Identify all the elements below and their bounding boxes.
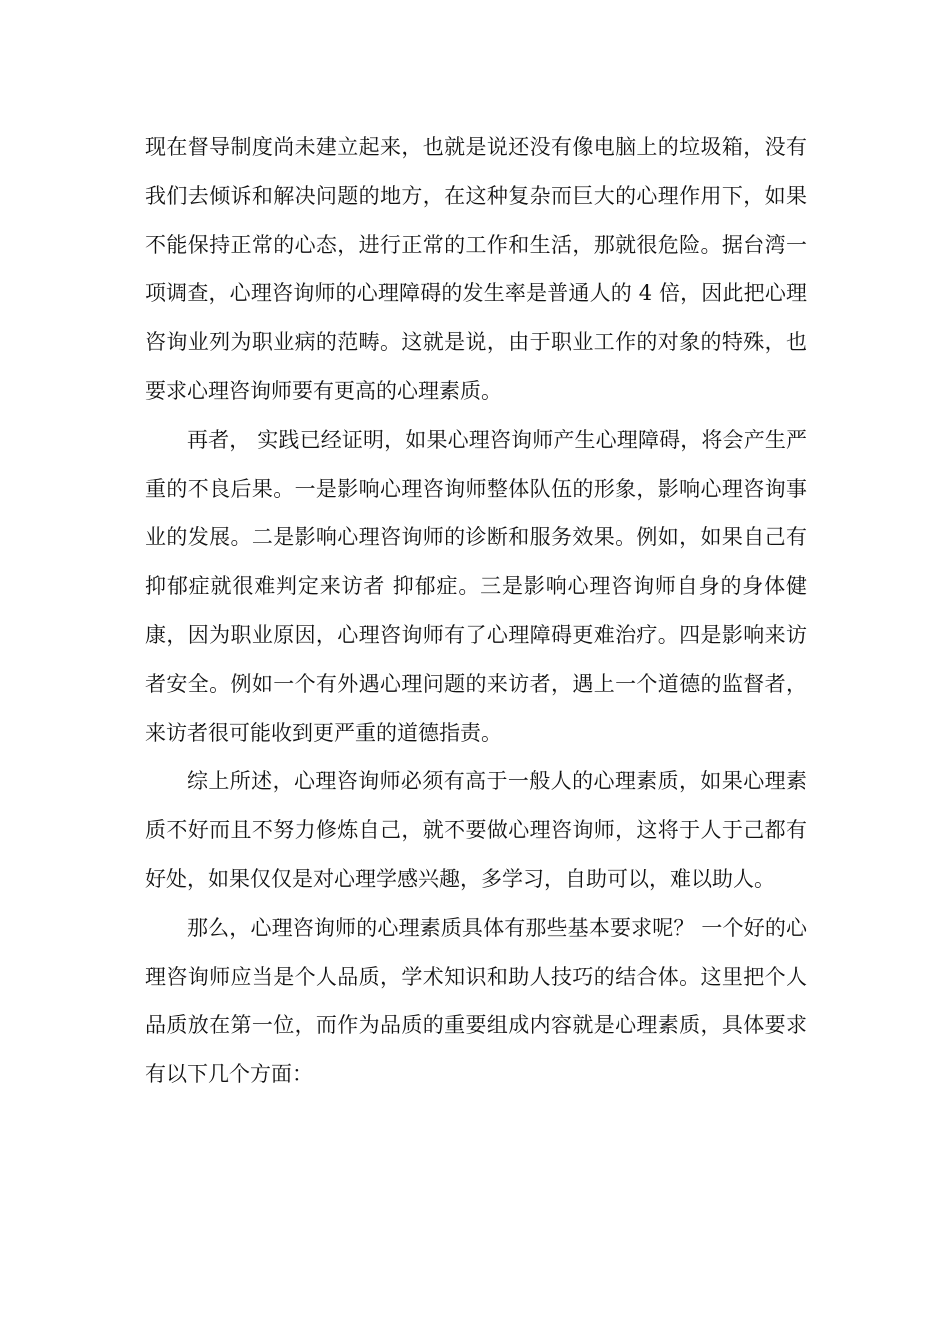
paragraph-supervision: 现在督导制度尚未建立起来，也就是说还没有像电脑上的垃圾箱，没有我们去倾诉和解决问题的地方，在这种复杂而巨大的心理作用下，如果不能保持正常的心态，进行正常的工作和生活，那就很危险。据台湾一项调查，心理咨询师的心理障碍的发生率是普通人的 4 倍，因此把心理咨询业列为职业病的范畴。这就是说，由于职业工作的对象的特殊，也要求心理咨询师要有更高的心理素质。 [145,135,807,403]
paragraph-summary: 综上所述，心理咨询师必须有高于一般人的心理素质，如果心理素质不好而且不努力修炼自己，就不要做心理咨询师，这将于人于己都有好处，如果仅仅是对心理学感兴趣，多学习，自助可以，难以助人。 [145,769,807,891]
paragraph-requirements: 那么，心理咨询师的心理素质具体有那些基本要求呢？ 一个好的心理咨询师应当是个人品质，学术知识和助人技巧的结合体。这里把个人品质放在第一位，而作为品质的重要组成内容就是心理素质，具体要求有以下几个方面： [145,915,807,1087]
paragraph-consequences: 再者， 实践已经证明，如果心理咨询师产生心理障碍，将会产生严重的不良后果。一是影响心理咨询师整体队伍的形象，影响心理咨询事业的发展。二是影响心理咨询师的诊断和服务效果。例如，如果自己有抑郁症就很难判定来访者 抑郁症。三是影响心理咨询师自身的身体健康，因为职业原因，心理咨询师有了心理障碍更难治疗。四是影响来访者安全。例如一个有外遇心理问题的来访者，遇上一个道德的监督者，来访者很可能收到更严重的道德指责。 [145,427,807,745]
document-body [145,123,807,1099]
